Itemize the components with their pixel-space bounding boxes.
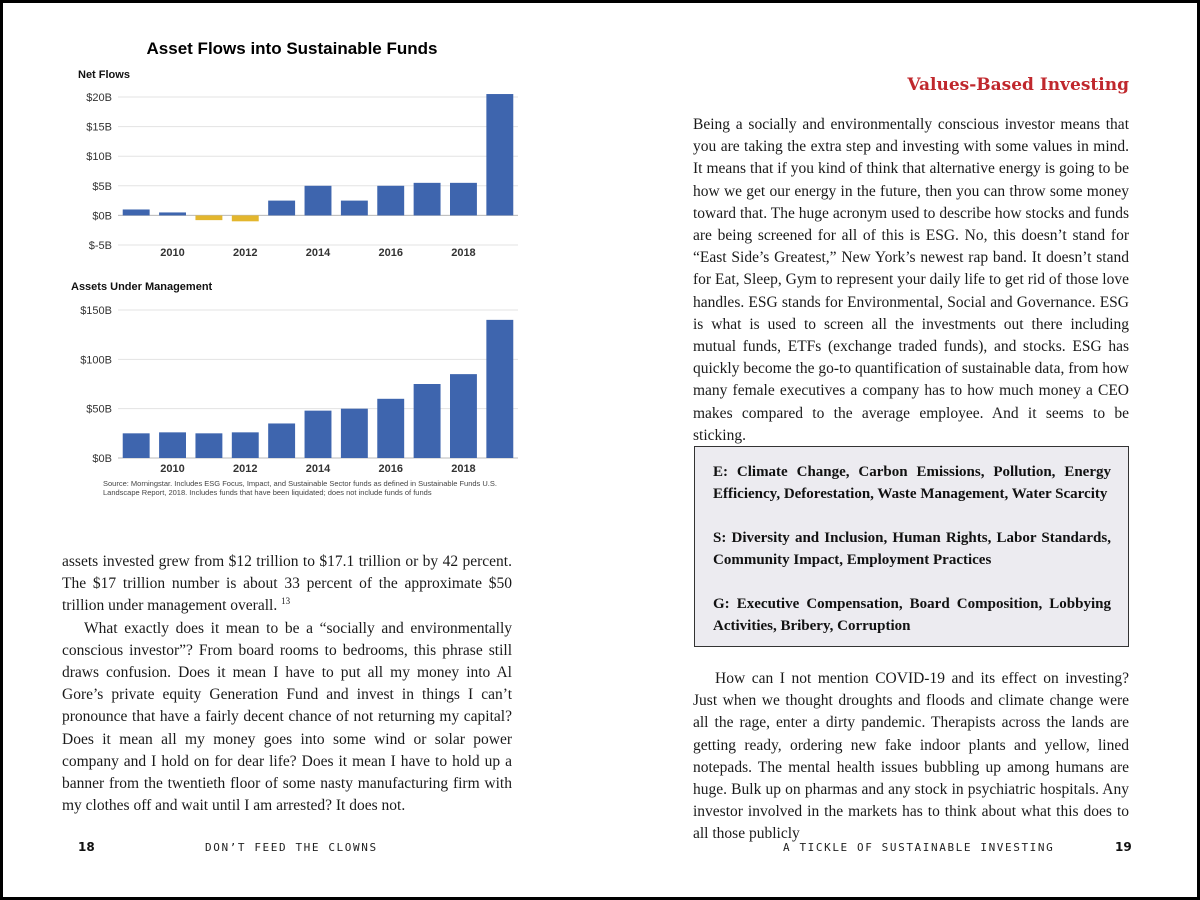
section-title: Values-Based Investing bbox=[907, 75, 1129, 95]
x-tick-label: 2016 bbox=[378, 247, 403, 259]
aum-chart bbox=[58, 298, 528, 478]
bar bbox=[123, 209, 150, 215]
bar bbox=[268, 201, 295, 216]
bar bbox=[341, 409, 368, 458]
bar bbox=[341, 201, 368, 216]
chart-source-note: Source: Morningstar. Includes ESG Focus, Impact, and Sustainable Sector funds as defined in Sustainable Funds U.S. Landscape Report, 2018. Includes funds that have been liquidated; does not include funds of funds bbox=[103, 479, 497, 497]
bar bbox=[232, 215, 259, 221]
y-tick-label: $10B bbox=[86, 151, 112, 164]
y-tick-label: $50B bbox=[86, 403, 112, 416]
bar bbox=[450, 374, 477, 458]
x-tick-label: 2010 bbox=[160, 463, 185, 475]
x-tick-label: 2014 bbox=[305, 247, 331, 259]
bar bbox=[377, 186, 404, 216]
y-tick-label: $100B bbox=[80, 354, 112, 367]
footnote-marker: 13 bbox=[281, 596, 291, 607]
x-tick-label: 2014 bbox=[305, 463, 331, 475]
bar bbox=[268, 423, 295, 458]
paragraph-text: assets invested grew from $12 trillion to $17.1 trillion or by 42 percent. The $17 trillion number is about 33 percent of the approximate $50 trillion under management overall. bbox=[62, 553, 512, 615]
y-tick-label: $15B bbox=[86, 121, 112, 134]
aum-label: Assets Under Management bbox=[71, 281, 213, 293]
bar bbox=[195, 433, 222, 458]
bar bbox=[414, 183, 441, 216]
x-tick-label: 2018 bbox=[451, 247, 476, 259]
esg-box bbox=[694, 446, 1129, 647]
paragraph: What exactly does it mean to be a “socially and environmentally conscious investor”? From board rooms to bedrooms, this phrase still draws confusion. Does it mean I have to put all my money into Al Gore’s private equity Generation Fund and invest in things I can’t pronounce that have a fairly decent chance of not returning my capital? Does it mean all my money goes into some wind or solar power company and I hold on for dear life? Does it mean I have to hold up a banner from the twentieth floor of some nasty manufacturing firm with my clothes off and wait until I am arrested? It does not. bbox=[62, 619, 512, 815]
esg-governance: G: Executive Compensation, Board Composition, Lobbying Activities, Bribery, Corruption bbox=[713, 596, 1111, 634]
y-tick-label: $20B bbox=[86, 92, 112, 104]
esg-environmental: E: Climate Change, Carbon Emissions, Pollution, Energy Efficiency, Deforestation, Waste Management, Water Scarcity bbox=[713, 464, 1111, 502]
bar bbox=[159, 432, 186, 458]
running-head-left: DON’T FEED THE CLOWNS bbox=[205, 841, 378, 854]
bar bbox=[123, 433, 150, 458]
page-number-left: 18 bbox=[78, 840, 95, 854]
page-number-right: 19 bbox=[1115, 840, 1132, 854]
bar bbox=[195, 215, 222, 220]
bar bbox=[414, 384, 441, 458]
book-spread bbox=[3, 3, 1197, 897]
paragraph: Being a socially and environmentally conscious investor means that you are taking the extra step and investing with some values in mind. It means that if you kind of think that alternative energy is going to be how we get our energy in the future, then you can throw some money toward that. The huge acronym used to describe how stocks and funds are being screened for all of this is ESG. No, this doesn’t stand for “East Side’s Greatest,” New York’s newest rap band. It doesn’t stand for Eat, Sleep, Gym to represent your daily life to get rid of those love handles. ESG stands for Environmental, Social and Governance. ESG is what is used to screen all the investments out there including mutual funds, ETFs (exchange traded funds), and stocks. ESG has quickly become the go-to quantification of sustainable data, from how many female executives a company has to how much money a CEO makes compared to the average employee. And it seems to be sticking. bbox=[693, 116, 1129, 444]
bar bbox=[377, 399, 404, 458]
right-body-paragraph bbox=[693, 114, 1129, 447]
y-tick-label: $0B bbox=[92, 453, 112, 465]
bar bbox=[232, 432, 259, 458]
running-head-right: A TICKLE OF SUSTAINABLE INVESTING bbox=[783, 841, 1055, 854]
bar bbox=[450, 183, 477, 216]
net-flows-chart bbox=[58, 85, 528, 265]
paragraph bbox=[62, 551, 512, 618]
left-body-text bbox=[62, 551, 512, 817]
y-tick-label: $0B bbox=[92, 210, 112, 223]
x-tick-label: 2010 bbox=[160, 247, 185, 259]
right-body-paragraph bbox=[693, 668, 1129, 846]
x-tick-label: 2012 bbox=[233, 463, 258, 475]
bar bbox=[159, 212, 186, 215]
esg-social: S: Diversity and Inclusion, Human Rights, Labor Standards, Community Impact, Employment Practices bbox=[713, 530, 1111, 568]
chart-title: Asset Flows into Sustainable Funds bbox=[146, 39, 438, 58]
y-tick-label: $-5B bbox=[88, 240, 112, 252]
bar bbox=[305, 411, 332, 458]
y-tick-label: $5B bbox=[92, 180, 112, 193]
paragraph: How can I not mention COVID-19 and its effect on investing? Just when we thought droughts and floods and climate change were all the rage, enter a dirty pandemic. Therapists across the lands are getting ready, ordering new fake indoor plants and yellow, lined notepads. The mental health issues bubbling up among humans are huge. Bulk up on pharmas and any stock in psychiatric hospitals. Any investor involved in the markets has to think about what this does to all those publicly bbox=[693, 670, 1129, 843]
x-tick-label: 2016 bbox=[378, 463, 403, 475]
bar bbox=[486, 320, 513, 458]
bar bbox=[486, 94, 513, 215]
y-tick-label: $150B bbox=[80, 305, 112, 317]
x-tick-label: 2018 bbox=[451, 463, 476, 475]
x-tick-label: 2012 bbox=[233, 247, 258, 259]
net-flows-label: Net Flows bbox=[78, 69, 130, 81]
bar bbox=[305, 186, 332, 216]
